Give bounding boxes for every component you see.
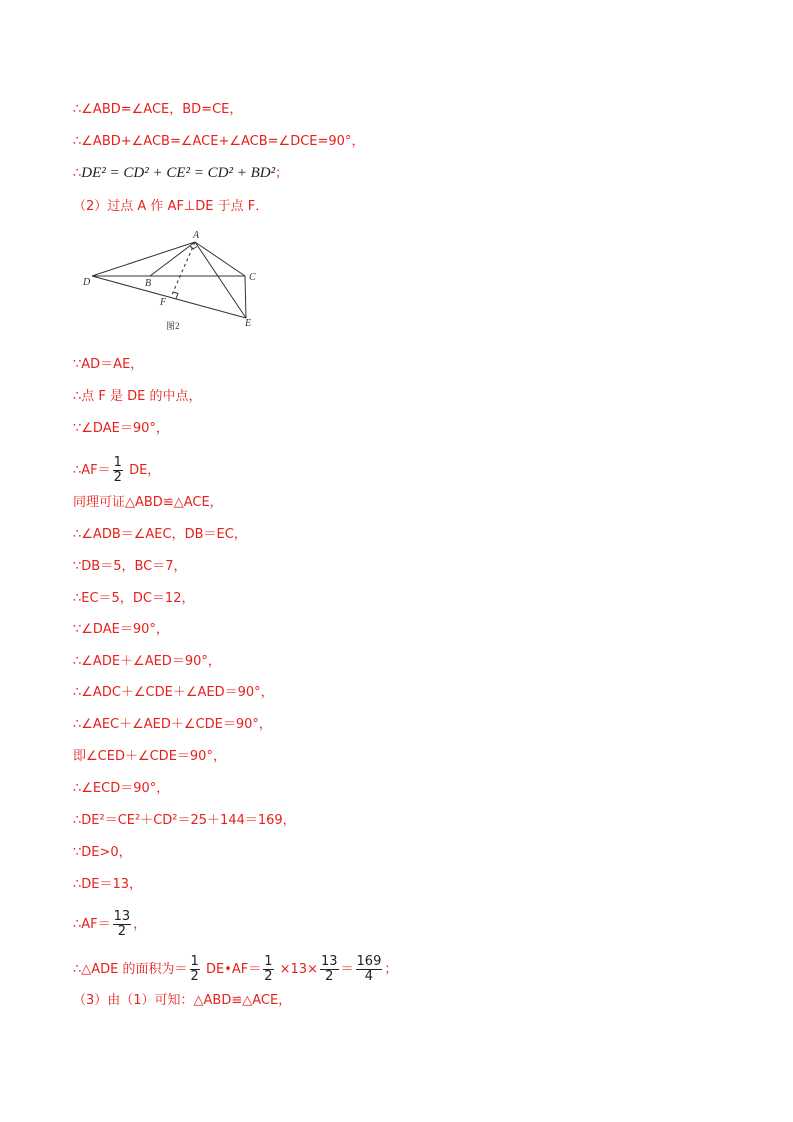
label-b: B (145, 278, 152, 289)
line-11: ∵DB＝5，BC＝7， (73, 559, 187, 574)
line-4: （2）过点 A 作 AF⊥DE 于点 F． (73, 199, 269, 214)
right-angle-mark-a (190, 246, 197, 249)
line-8 (73, 456, 160, 485)
fraction-3: $\frac{13}{2}$ (320, 954, 338, 984)
right-angle-mark-f (173, 292, 178, 299)
line-14: ∴∠ADE＋∠AED＝90°， (73, 654, 221, 669)
line-23 (73, 955, 397, 984)
line-12: ∴EC＝5，DC＝12， (73, 591, 195, 606)
segment-de (92, 276, 246, 318)
figure-caption: 图2 (166, 321, 180, 331)
line-15: ∴∠ADC＋∠CDE＋∠AED＝90°， (73, 685, 274, 700)
line-8-prefix: ∴AF＝ (73, 463, 111, 478)
line-5: ∵AD＝AE， (73, 357, 144, 372)
line-23-mid-2: ×13× (275, 962, 318, 977)
segment-da (92, 242, 195, 276)
line-10: ∴∠ADB＝∠AEC，DB＝EC， (73, 527, 247, 542)
line-23-suffix: ； (384, 962, 398, 977)
line-22-prefix: ∴AF＝ (73, 917, 111, 932)
line-23-prefix: ∴△ADE 的面积为＝ (73, 962, 188, 977)
fraction-2: $\frac{1}{2}$ (264, 954, 273, 984)
segment-ab (150, 242, 195, 276)
line-2: ∴∠ABD+∠ACB=∠ACE+∠ACB=∠DCE=90°， (73, 134, 365, 149)
line-6: ∴点 F 是 DE 的中点， (73, 389, 202, 404)
line-9: 同理可证△ABD≌△ACE， (73, 495, 223, 510)
fraction-thirteen-halves: $\frac{13}{2}$ (113, 909, 131, 939)
line-7: ∵∠DAE＝90°， (73, 421, 169, 436)
line-21: ∴DE＝13， (73, 877, 143, 892)
line-3-suffix: ； (275, 166, 289, 181)
line-23-mid-3: ＝ (340, 962, 354, 977)
line-3 (73, 164, 288, 183)
line-1: ∴∠ABD=∠ACE，BD=CE， (73, 102, 243, 117)
label-e: E (245, 318, 252, 329)
line-16: ∴∠AEC＋∠AED＋∠CDE＝90°， (73, 717, 272, 732)
line-3-prefix: ∴ (73, 166, 82, 181)
label-a: A (193, 230, 200, 241)
label-d: D (83, 277, 91, 288)
fraction-1: $\frac{1}{2}$ (190, 954, 199, 984)
segment-af-dashed (171, 242, 195, 297)
line-17: 即∠CED＋∠CDE＝90°， (73, 749, 226, 764)
label-c: C (249, 272, 256, 283)
line-8-suffix: DE， (124, 463, 161, 478)
line-20: ∵DE>0， (73, 845, 132, 860)
line-23-mid-1: DE•AF＝ (201, 962, 262, 977)
segment-ac (195, 242, 245, 276)
fraction-4: $\frac{169}{4}$ (356, 954, 382, 984)
line-13: ∵∠DAE＝90°， (73, 622, 169, 637)
line-18: ∴∠ECD＝90°， (73, 781, 170, 796)
segment-ce (245, 276, 246, 318)
line-24: （3）由（1）可知：△ABD≌△ACE， (73, 993, 292, 1008)
line-19: ∴DE²＝CE²＋CD²＝25＋144＝169， (73, 813, 296, 828)
label-f: F (160, 297, 167, 308)
line-22 (73, 910, 146, 939)
fraction-half: $\frac{1}{2}$ (113, 455, 122, 485)
geometry-figure (80, 228, 270, 338)
equation-de-squared: DE² = CD² + CE² = CD² + BD² (81, 165, 276, 181)
line-22-suffix: ， (133, 917, 147, 932)
